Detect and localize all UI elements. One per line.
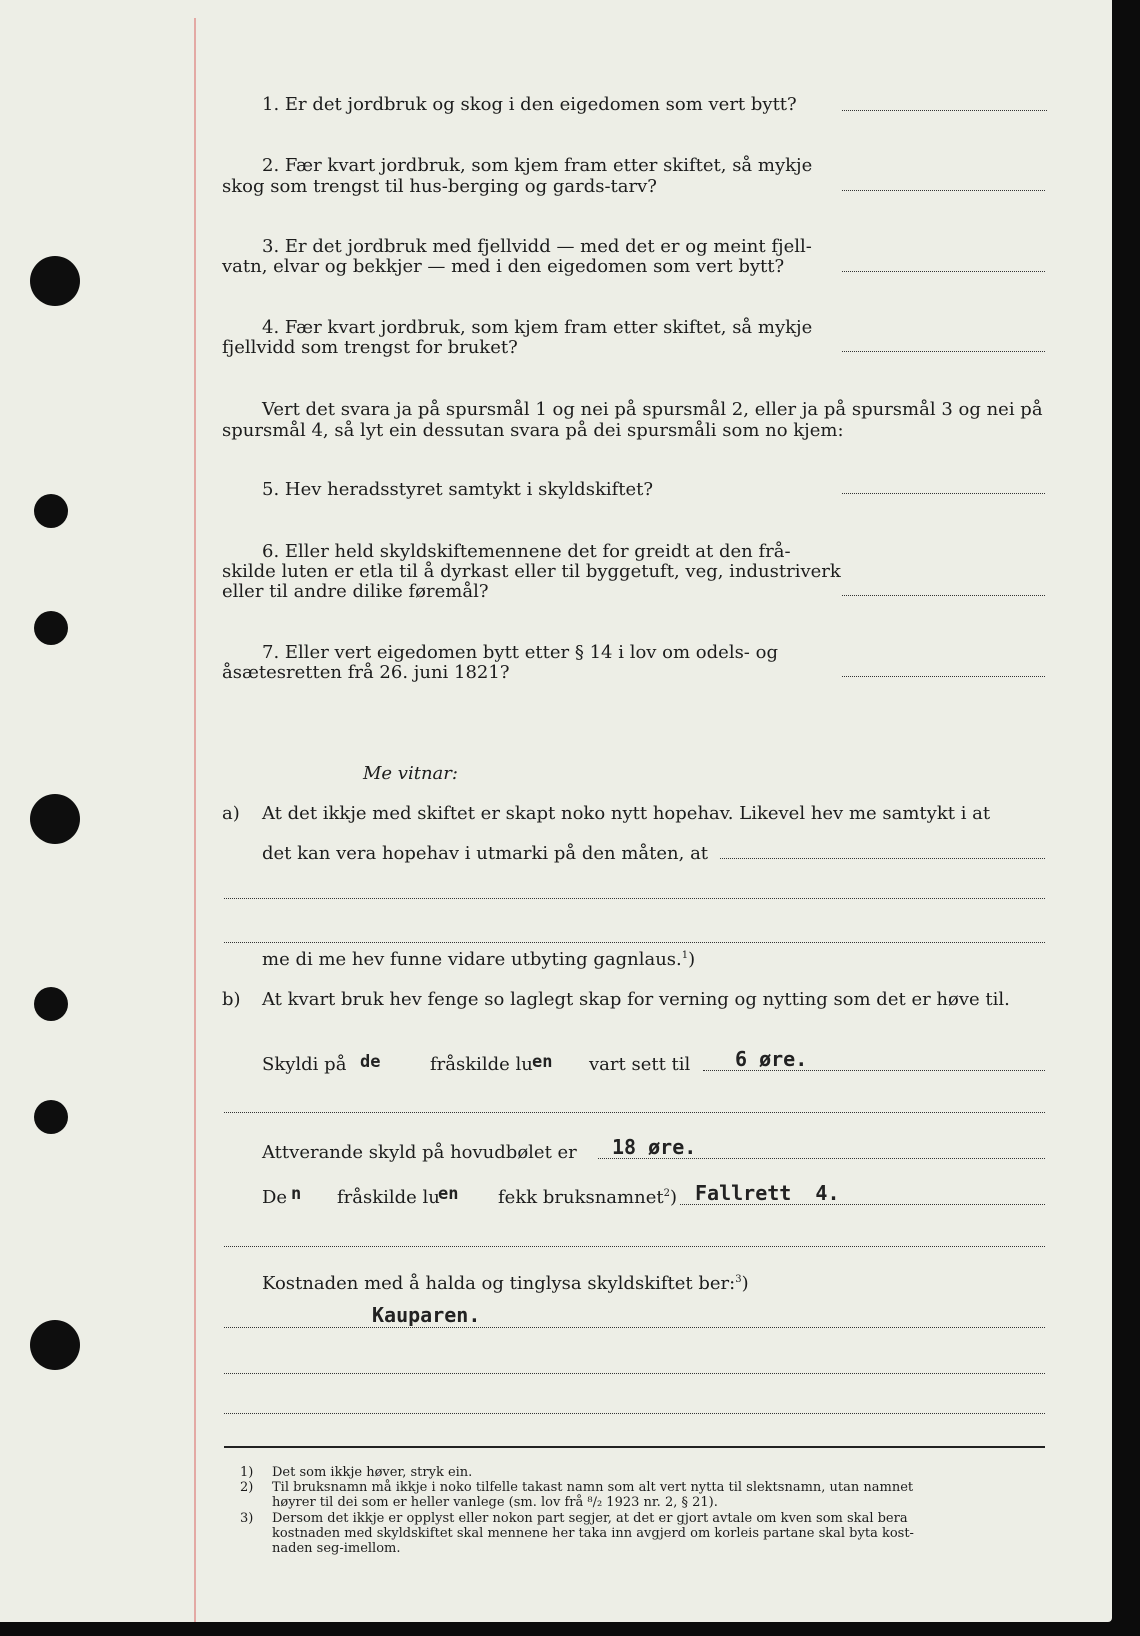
question-6-line-2: skilde luten er etla til å dyrkast eller til byggetuft, veg, industriverk [222, 561, 841, 582]
punch-hole [34, 611, 68, 645]
footnote-ref-3: 3 [735, 1274, 742, 1285]
punch-hole [34, 494, 68, 528]
skyld-suffix: vart sett til [589, 1054, 691, 1075]
item-b-label: b) [222, 989, 241, 1010]
item-a-line-2: det kan vera hopehav i utmarki på den måten, at [262, 843, 709, 864]
footnote-ref-1: 1 [681, 950, 689, 961]
margin-line [194, 18, 196, 1622]
kostnad-field-1[interactable] [224, 1327, 1045, 1328]
answer-field-2[interactable] [842, 190, 1045, 191]
kostnad-value: Kauparen. [372, 1303, 481, 1327]
instruction-line-1: Vert det svara ja på spursmål 1 og nei på spursmål 2, eller ja på spursmål 3 og nei på [262, 399, 1043, 420]
den-label: De [262, 1187, 288, 1208]
den-stamp: n [291, 1184, 302, 1204]
item-b-line-1: At kvart bruk hev fenge so laglegt skap for verning og nytting som det er høve til. [262, 989, 1010, 1010]
skyld-value: 6 øre. [735, 1047, 808, 1071]
item-a-label: a) [222, 803, 240, 824]
hopehav-field-1[interactable] [720, 858, 1045, 859]
answer-field-4[interactable] [842, 351, 1045, 352]
bruksnamn-label [498, 1188, 677, 1208]
footnote-3-mark: 3) [240, 1511, 254, 1526]
footnote-1-mark: 1) [240, 1465, 254, 1480]
question-7-line-1: 7. Eller vert eigedomen bytt etter § 14 i lov om odels- og [262, 642, 778, 663]
fraskilde-stamp: en [438, 1184, 459, 1204]
footnote-3-line-1: Dersom det ikkje er opplyst eller nokon part segjer, at det er gjort avtale om kven som skal bera [272, 1511, 908, 1526]
hopehav-field-3[interactable] [224, 942, 1045, 943]
question-5: 5. Hev heradsstyret samtykt i skyldskiftet? [262, 479, 654, 500]
answer-field-7[interactable] [842, 676, 1045, 677]
item-a-line-3 [262, 950, 695, 970]
question-4-line-2: fjellvidd som trengst for bruket? [222, 337, 518, 358]
question-3-line-1: 3. Er det jordbruk med fjellvidd — med det er og meint fjell- [262, 236, 812, 257]
answer-field-1[interactable] [842, 110, 1047, 111]
skyld-mid: fråskilde lu [430, 1054, 533, 1075]
punch-hole [30, 794, 80, 844]
attverande-label: Attverande skyld på hovudbølet er [262, 1142, 577, 1163]
footnote-3-line-2: kostnaden med skyldskiftet skal mennene her taka inn avgjerd om korleis partane skal byta kost- [272, 1526, 914, 1541]
footnote-2-mark: 2) [240, 1480, 254, 1495]
bruksnamn-field-extra[interactable] [224, 1246, 1045, 1247]
kostnad-field-2[interactable] [224, 1373, 1045, 1374]
question-6-line-3: eller til andre dilike føremål? [222, 581, 489, 602]
footnote-ref-2: 2 [663, 1188, 670, 1199]
fraskilde-label: fråskilde lu [337, 1187, 440, 1208]
answer-field-3[interactable] [842, 271, 1045, 272]
footnote-ref-2-close: ) [669, 1187, 677, 1208]
footnote-3-line-3: naden seg-imellom. [272, 1541, 401, 1556]
answer-field-5[interactable] [842, 493, 1045, 494]
footnote-2-line-1: Til bruksnamn må ikkje i noko tilfelle takast namn som alt vert nytta til slektsnamn, utan namnet [272, 1480, 914, 1495]
punch-hole [30, 256, 80, 306]
instruction-line-2: spursmål 4, så lyt ein dessutan svara på dei spursmåli som no kjem: [222, 420, 844, 441]
bruksnamn-value: Fallrett 4. [695, 1181, 840, 1205]
punch-hole [34, 1100, 68, 1134]
item-a-line-1: At det ikkje med skiftet er skapt noko nytt hopehav. Likevel hev me samtykt i at [262, 803, 991, 824]
question-2-line-1: 2. Fær kvart jordbruk, som kjem fram etter skiftet, så mykje [262, 155, 813, 176]
question-7-line-2: åsætesretten frå 26. juni 1821? [222, 662, 510, 683]
question-2-line-2: skog som trengst til hus-berging og gards-tarv? [222, 176, 657, 197]
punch-hole [34, 987, 68, 1021]
footnote-1: Det som ikkje høver, stryk ein. [272, 1465, 473, 1480]
witness-heading: Me vitnar: [363, 763, 458, 784]
question-3-line-2: vatn, elvar og bekkjer — med i den eigedomen som vert bytt? [222, 256, 785, 277]
kostnad-field-3[interactable] [224, 1413, 1045, 1414]
question-6-line-1: 6. Eller held skyldskiftemennene det for greidt at den frå- [262, 541, 791, 562]
bruksnamn-text: fekk bruksnamnet [498, 1187, 664, 1208]
footnote-2-line-2: høyrer til dei som er heller vanlege (sm. lov frå ⁸/₂ 1923 nr. 2, § 21). [272, 1495, 718, 1510]
footnote-ref-1-close: ) [688, 949, 696, 970]
skyld-prefix: Skyldi på [262, 1054, 347, 1075]
skyld-stamp-2: en [532, 1052, 553, 1072]
footnote-ref-3-close: ) [741, 1273, 749, 1294]
skyld-field-extra[interactable] [224, 1112, 1045, 1113]
punch-hole [30, 1320, 80, 1370]
answer-field-6[interactable] [842, 595, 1045, 596]
item-a-line-3-text: me di me hev funne vidare utbyting gagnlaus. [262, 949, 682, 970]
kostnad-text: Kostnaden med å halda og tinglysa skyldskiftet ber: [262, 1273, 736, 1294]
hopehav-field-2[interactable] [224, 898, 1045, 899]
footnote-divider [224, 1446, 1045, 1448]
skyld-stamp-1: de [360, 1052, 381, 1072]
kostnad-label [262, 1274, 749, 1294]
question-4-line-1: 4. Fær kvart jordbruk, som kjem fram etter skiftet, så mykje [262, 317, 813, 338]
attverande-value: 18 øre. [612, 1135, 697, 1159]
question-1: 1. Er det jordbruk og skog i den eigedomen som vert bytt? [262, 94, 797, 115]
